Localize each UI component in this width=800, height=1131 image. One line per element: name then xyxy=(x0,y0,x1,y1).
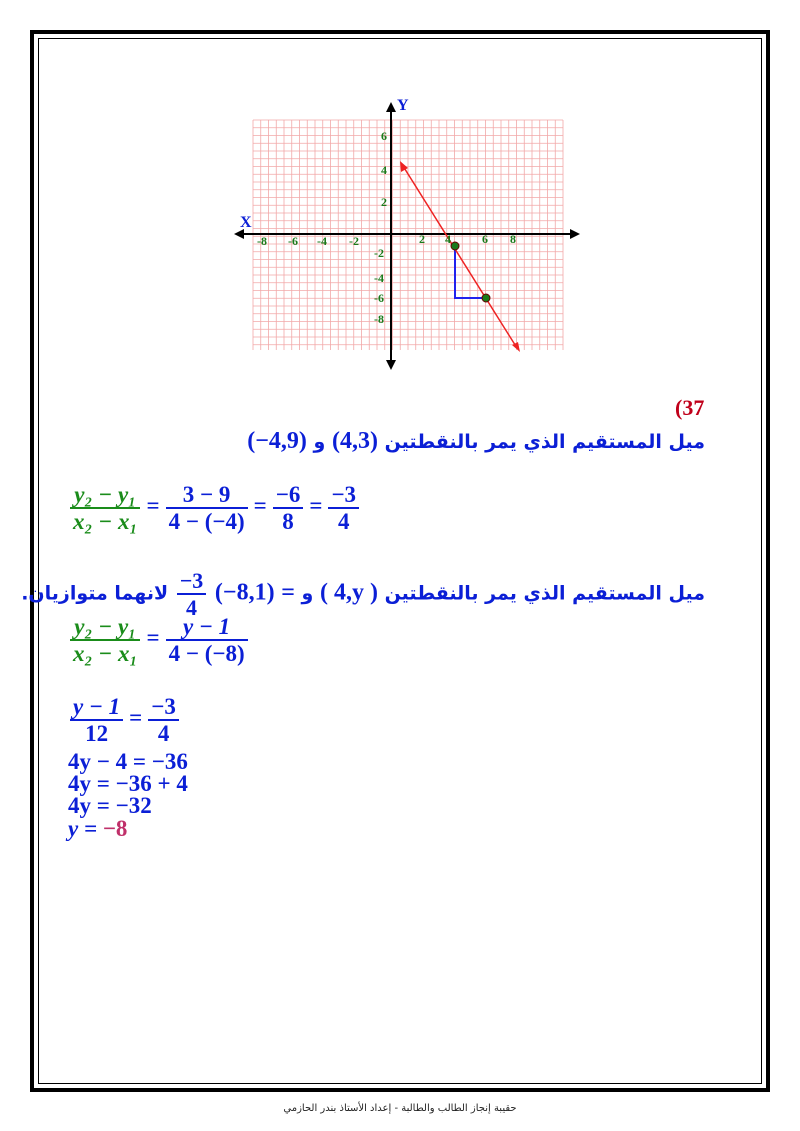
slope-fraction: $\frac{-3}{4}$ xyxy=(177,568,207,620)
graph-point-a xyxy=(451,242,459,250)
y-tick-label: -2 xyxy=(374,246,384,260)
solution-step-2: 4y = −36 + 4 xyxy=(68,771,188,796)
fraction: $\frac{y - 1}{12}$ xyxy=(70,694,123,746)
final-answer: −8 xyxy=(102,816,128,841)
x-tick-label: 6 xyxy=(482,232,488,246)
statement-text: ميل المستقيم الذي يمر بالنقطتين xyxy=(384,582,705,605)
fraction: $\frac{y - 1}{4 - (-8)}$ xyxy=(166,614,248,666)
solution-step-3: 4y = −32 xyxy=(68,793,152,818)
solution-step-1: 4y − 4 = −36 xyxy=(68,749,188,774)
final-lhs: y = xyxy=(68,816,98,841)
fraction: $\frac{-3}{4}$ xyxy=(148,694,179,746)
x-axis-label: X xyxy=(240,214,252,231)
x-axis-right-arrow xyxy=(570,229,580,239)
slope-equation-1: $\frac{\text{y₂ − y₁}}{\text{x₂ − x₁}}$ = $\frac{3 - 9}{4 - (-4)}$ = $\frac{-6}{8}$ = $\frac{-3}{4}$ xyxy=(68,482,361,534)
x-tick-label: -6 xyxy=(288,234,298,248)
page-footer: حقيبة إنجاز الطالب والطالبة - إعداد الأستاذ بندر الحازمي xyxy=(283,1103,517,1114)
graph-point-b xyxy=(482,294,490,302)
graph-line-arrow-bottom xyxy=(512,342,520,352)
y-axis-top-arrow xyxy=(386,102,396,112)
y-tick-label: 2 xyxy=(381,195,387,209)
coordinate-graph xyxy=(0,0,800,400)
y-tick-label: -6 xyxy=(374,291,384,305)
fraction: $\frac{3 - 9}{4 - (-4)}$ xyxy=(166,482,248,534)
x-tick-label: 4 xyxy=(445,232,451,246)
point-a: (4,3) xyxy=(331,428,378,454)
point-a: ( 4,y ) xyxy=(319,579,378,606)
and-word: و xyxy=(301,582,314,605)
graph-line xyxy=(403,166,517,348)
x-tick-label: 8 xyxy=(510,232,516,246)
problem-number: (37 xyxy=(675,395,705,420)
fraction: $\frac{-3}{4}$ xyxy=(328,482,359,534)
and-word: و xyxy=(313,431,326,453)
y-tick-label: -8 xyxy=(374,312,384,326)
problem-statement-line1 xyxy=(247,428,705,455)
x-tick-label: -4 xyxy=(317,234,327,248)
y-axis-bottom-arrow xyxy=(386,360,396,370)
statement-text: ميل المستقيم الذي يمر بالنقطتين xyxy=(384,431,705,453)
x-tick-label: -2 xyxy=(349,234,359,248)
fraction: $\frac{-6}{8}$ xyxy=(273,482,304,534)
x-tick-label: -8 xyxy=(257,234,267,248)
reason-text: لانهما متوازيان. xyxy=(21,582,169,605)
point-b: (−4,9) xyxy=(247,428,307,454)
slope-equation-2: $\frac{\text{y₂ − y₁}}{\text{x₂ − x₁}}$ = $\frac{y - 1}{4 - (-8)}$ xyxy=(68,614,250,666)
solution-final xyxy=(68,818,127,840)
x-tick-label: 2 xyxy=(419,232,425,246)
equals-sign: = xyxy=(281,579,295,606)
slope-formula-fraction: $\frac{\text{y₂ − y₁}}{\text{x₂ − x₁}}$ xyxy=(70,614,140,666)
problem-statement-line2 xyxy=(21,568,705,620)
y-tick-label: 6 xyxy=(381,129,387,143)
y-tick-label: 4 xyxy=(381,163,387,177)
y-axis-label: Y xyxy=(397,97,409,114)
slope-formula-fraction: $\frac{\text{y₂ − y₁}}{\text{x₂ − x₁}}$ xyxy=(70,482,140,534)
point-b: (−8,1) xyxy=(214,579,275,606)
y-tick-label: -4 xyxy=(374,271,384,285)
solve-equation: $\frac{y - 1}{12}$ = $\frac{-3}{4}$ xyxy=(68,694,181,746)
